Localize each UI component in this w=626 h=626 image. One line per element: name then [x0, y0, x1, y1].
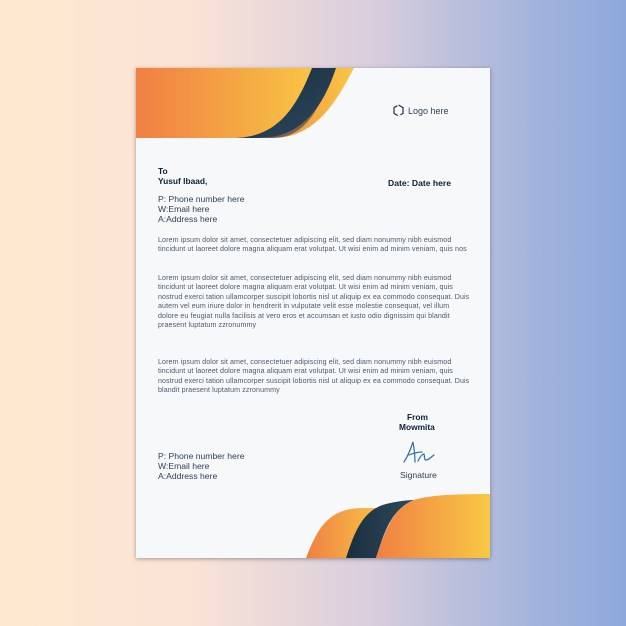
recipient-name: Yusuf Ibaad, [158, 176, 208, 186]
to-label: To [158, 166, 168, 176]
sender-phone: P: Phone number here [158, 451, 245, 461]
body-paragraph-1: Lorem ipsum dolor sit amet, consectetuer adipiscing elit, sed diam nonummy nibh euismod tincidunt ut laoreet dolore magna aliquam erat volutpat. Ut wisi enim ad minim veniam, quis nos [158, 236, 467, 254]
body-paragraph-3: Lorem ipsum dolor sit amet, consectetuer adipiscing elit, sed diam nonummy nibh euismod tincidunt ut laoreet dolore magna aliquam erat volutpat. Ut wisi enim ad minim veniam, quis nostrud exerci tation ullamcorper suscipit lobortis nisl ut aliquip ex ea commodo consequat. Duis blandit praesent luptatum zzronummy [158, 358, 470, 395]
date-label: Date: Date here [388, 178, 452, 188]
signature-label: Signature [400, 470, 437, 480]
logo-text: Logo here [408, 105, 449, 116]
letterhead-page [136, 68, 490, 558]
body-paragraph-2: Lorem ipsum dolor sit amet, consectetuer adipiscing elit, sed diam nonummy nibh euismod tincidunt ut laoreet dolore magna aliquam erat volutpat. Ut wisi enim ad minim veniam, quis nostrud exerci tation ullamcorper suscipit lobortis nisl ut aliquip ex ea commodo consequat. Duis autem vel eum iriure dolor in hendrerit in vulputate velit esse molestie consequat, vel illum dolore eu feugiat nulla facilisis at vero eros et accumsan et iusto odio dignissim qui blandit praesent luptatum zzronummy [158, 274, 470, 330]
handwritten-signature-icon [402, 440, 438, 466]
sender-address: A:Address here [158, 471, 218, 481]
recipient-email: W:Email here [158, 204, 210, 214]
recipient-phone: P: Phone number here [158, 194, 245, 204]
recipient-address: A:Address here [158, 214, 218, 224]
sender-email: W:Email here [158, 461, 210, 471]
hexagon-logo-icon [393, 104, 404, 117]
from-label: From [407, 412, 428, 422]
footer-wave-graphic [306, 494, 490, 558]
logo [393, 104, 449, 117]
sender-name: Mowmita [399, 422, 435, 432]
